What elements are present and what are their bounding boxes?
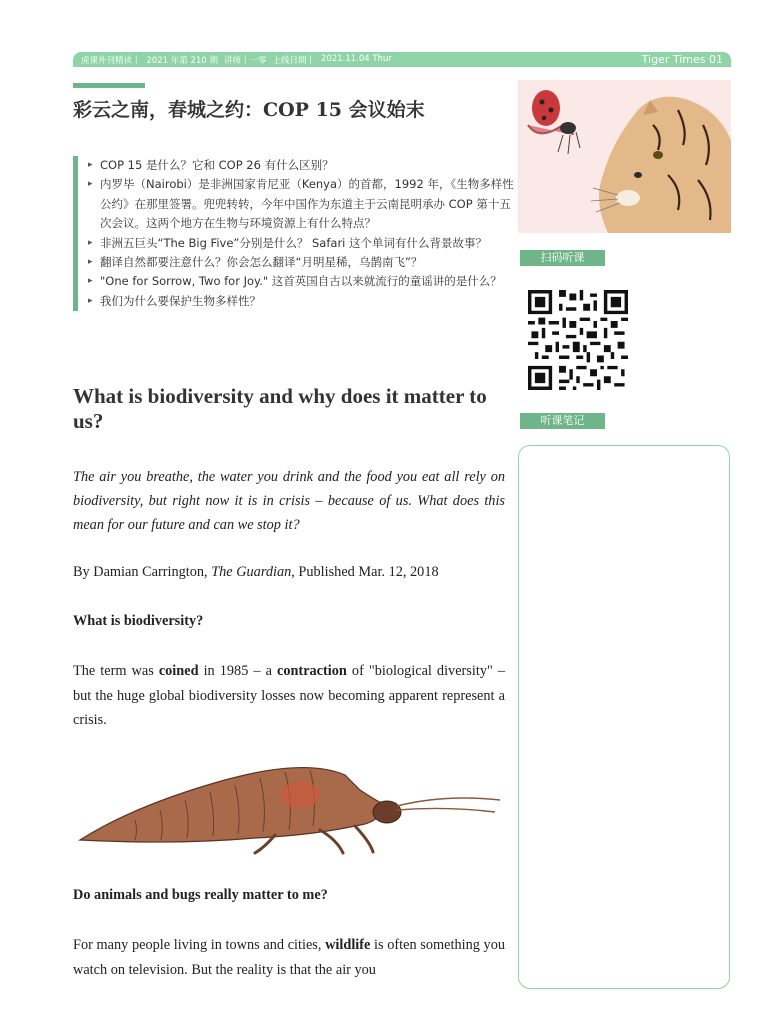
- toc-item: ▸ 内罗毕（Nairobi）是非洲国家肯尼亚（Kenya）的首都，1992 年，《生物多样性公约》在那里签署。兜兜转转，今年中国作为东道主于云南昆明承办 COP 第十五次会议。这两个地方在生物与环境资源上有什么特点？: [88, 175, 520, 233]
- subheading-animals: Do animals and bugs really matter to me?: [73, 887, 328, 903]
- header-bar: [73, 52, 731, 67]
- header-meta-2: 讲师丨一零: [223, 55, 267, 66]
- p1-text-a: The term was: [73, 663, 159, 679]
- header-meta-3: 上线日期丨: [272, 55, 316, 66]
- toc-item: ▸ COP 15 是什么？它和 COP 26 有什么区别？: [88, 156, 520, 175]
- p1-text-d: of "biological diversity" – but the huge global biodiversity losses now becoming apparent represent a crisis.: [73, 663, 505, 728]
- subheading-biodiversity: What is biodiversity?: [73, 613, 204, 629]
- earwig-illustration: [75, 750, 505, 860]
- paragraph-2: [73, 933, 505, 982]
- notes-label: 听课笔记: [520, 413, 605, 429]
- byline-prefix: By Damian Carrington,: [73, 564, 208, 580]
- toc-item: ▸ 翻译自然都要注意什么？你会怎么翻译“月明星稀，乌鹊南飞”？: [88, 253, 520, 272]
- ladybug-tiger-illustration: [518, 80, 731, 233]
- vocab-wildlife: wildlife: [325, 937, 371, 953]
- header-meta-0: 虎课外刊精读丨: [81, 55, 141, 66]
- ladybug-icon: [532, 90, 560, 126]
- header-meta: [73, 54, 392, 66]
- vocab-contraction: contraction: [276, 663, 347, 679]
- byline: [73, 564, 505, 581]
- scan-to-listen-label: 扫码听课: [520, 250, 605, 266]
- header-brand: Tiger Times 01: [641, 53, 723, 66]
- byline-suffix: , Published Mar. 12, 2018: [291, 564, 439, 580]
- p2-text-c: is often something you watch on television. But the reality is that the air you: [73, 937, 505, 978]
- toc-item: ▸ 非洲五巨头“The Big Five”分别是什么？ Safari 这个单词有什么背景故事？: [88, 234, 520, 253]
- toc-list: [73, 156, 520, 311]
- notes-box[interactable]: [518, 445, 730, 989]
- article-intro: The air you breathe, the water you drink and the food you eat all rely on biodiversity, but right now it is in crisis – because of us. What does this mean for our future and can we stop it?: [73, 469, 505, 533]
- vocab-coined: coined: [158, 663, 199, 679]
- byline-source: The Guardian: [211, 564, 292, 580]
- toc-item: ▸ "One for Sorrow, Two for Joy." 这首英国自古以来就流行的童谣讲的是什么？: [88, 272, 520, 291]
- header-meta-4: 2021.11.04 Thur: [321, 53, 392, 64]
- title-accent-bar: [73, 83, 145, 88]
- article-heading: What is biodiversity and why does it matter to us?: [73, 384, 487, 433]
- qr-code[interactable]: [526, 290, 630, 390]
- toc-item: ▸ 我们为什么要保护生物多样性？: [88, 292, 520, 311]
- p1-text-c: in 1985 – a: [198, 663, 277, 679]
- page-title: 彩云之南，春城之约：COP 15 会议始末: [73, 99, 425, 121]
- paragraph-1: [73, 659, 505, 733]
- header-meta-1: 2021 年第 210 期: [146, 55, 218, 66]
- p2-text-a: For many people living in towns and cities,: [73, 937, 326, 953]
